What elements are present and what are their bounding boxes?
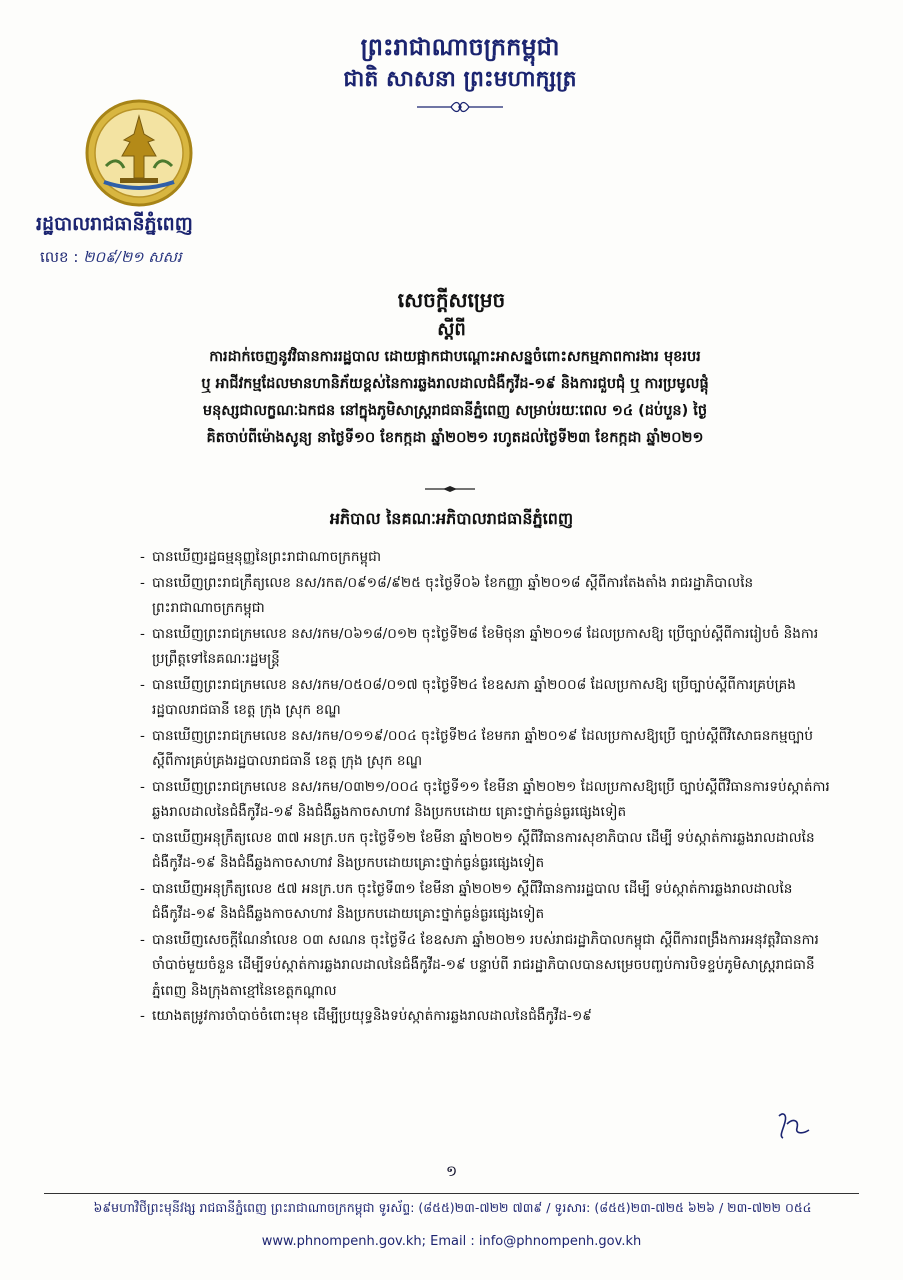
list-item: - បានឃើញអនុក្រឹត្យលេខ ៣៧ អនក្រ.បក ចុះថ្ងៃទី១២ ខែមីនា ឆ្នាំ២០២១ ស្តីពីវិធានការសុខាភិបាល ដើម្បី ទប់ស្កាត់ការឆ្លងរាលដាលនៃជំងឺកូវីដ-១៩ និងជំងឺឆ្លងកាចសាហាវ និងប្រកបដោយគ្រោះថ្នាក់ធ្ងន់ធ្ងរផ្សេងទៀត	[140, 829, 815, 871]
subject-line: គិតចាប់ពីម៉ោងសូន្យ នាថ្ងៃទី១០ ខែកក្កដា ឆ្នាំ២០២១ រហូតដល់ថ្ងៃទី២៣ ខែកក្កដា ឆ្នាំ២០២១	[206, 430, 704, 446]
reference-number	[40, 248, 182, 270]
list-item: - បានឃើញព្រះរាជក្រមលេខ នស/រកម/០១១៩/០០៤ ចុះថ្ងៃទី២៤ ខែមករា ឆ្នាំ២០១៩ ដែលប្រកាសឱ្យប្រើ ច្បាប់ស្តីពីវិសោធនកម្មច្បាប់ស្តីពីការគ្រប់គ្រងរដ្ឋបាលរាជធានី ខេត្ត ក្រុង ស្រុក ខណ្ឌ	[140, 727, 814, 769]
section-divider	[425, 486, 475, 492]
footer-contact: www.phnompenh.gov.kh; Email : info@phnompenh.gov.kh	[261, 1234, 642, 1249]
list-item: - បានឃើញសេចក្តីណែនាំលេខ ០៣ សណន ចុះថ្ងៃទី៤ ខែឧសភា ឆ្នាំ២០២១ របស់រាជរដ្ឋាភិបាលកម្ពុជា ស្តីពីការពង្រឹងការអនុវត្តវិធានការចាំបាច់មួយចំនួន ដើម្បីទប់ស្កាត់ការឆ្លងរាលដាលនៃជំងឺកូវីដ-១៩ បន្ទាប់ពី រាជរដ្ឋាភិបាលបានសម្រេចបញ្ចប់ការបិទខ្ទប់ភូមិសាស្ត្ររាជធានីភ្នំពេញ និងក្រុងតាខ្មៅនៃខេត្តកណ្តាល	[140, 931, 819, 999]
subject-line: ឬ អាជីវកម្មដែលមានហានិភ័យខ្ពស់នៃការឆ្លងរាលដាលជំងឺកូវីដ-១៩ និងការជួបជុំ ឬ ការប្រមូលផ្តុំ	[201, 376, 709, 392]
page-number: ១	[445, 1162, 458, 1180]
ministry-name: រដ្ឋបាលរាជធានីភ្នំពេញ	[36, 213, 193, 235]
subject-line: មនុស្សជាលក្ខណៈឯកជន នៅក្នុងភូមិសាស្ត្ររាជធានីភ្នំពេញ សម្រាប់រយៈពេល ១៤ (ដប់បួន) ថ្ងៃ	[202, 403, 708, 419]
list-item: - បានឃើញព្រះរាជក្រមលេខ នស/រកម/០៥០៨/០១៧ ចុះថ្ងៃទី២៤ ខែឧសភា ឆ្នាំ២០០៨ ដែលប្រកាសឱ្យ ប្រើច្បាប់ស្តីពីការគ្រប់គ្រងរដ្ឋបាលរាជធានី ខេត្ត ក្រុង ស្រុក ខណ្ឌ	[140, 676, 796, 718]
kingdom-motto	[300, 30, 620, 118]
list-item: - បានឃើញព្រះរាជក្រឹត្យលេខ នស/រកត/០៩១៨/៩២៥ ចុះថ្ងៃទី០៦ ខែកញ្ញា ឆ្នាំ២០១៨ ស្តីពីការតែងតាំង រាជរដ្ឋាភិបាលនៃព្រះរាជាណាចក្រកម្ពុជា	[140, 574, 754, 616]
reference-value: ២០៩/២១ សសរ	[83, 248, 182, 266]
considerations-list	[140, 545, 830, 1030]
decision-subject	[75, 344, 835, 452]
authority-heading: អភិបាល នៃគណៈអភិបាលរាជធានីភ្នំពេញ	[329, 509, 574, 528]
list-item: - បានឃើញអនុក្រឹត្យលេខ ៥៧ អនក្រ.បក ចុះថ្ងៃទី៣១ ខែមីនា ឆ្នាំ២០២១ ស្តីពីវិធានការរដ្ឋបាល ដើម្បី ទប់ស្កាត់ការឆ្លងរាលដាលនៃជំងឺកូវីដ-១៩ និងជំងឺឆ្លងកាចសាហាវ និងប្រកបដោយគ្រោះថ្នាក់ធ្ងន់ធ្ងរផ្សេងទៀត	[140, 880, 793, 922]
kingdom-name: ព្រះរាជាណាចក្រកម្ពុជា	[360, 33, 560, 61]
list-item: - បានឃើញព្រះរាជក្រមលេខ នស/រកម/០៦១៨/០១២ ចុះថ្ងៃទី២៨ ខែមិថុនា ឆ្នាំ២០១៨ ដែលប្រកាសឱ្យ ប្រើច្បាប់ស្តីពីការរៀបចំ និងការប្រព្រឹត្តទៅនៃគណៈរដ្ឋមន្ត្រី	[140, 625, 819, 667]
flourish-ornament-icon	[415, 100, 505, 114]
national-motto: ជាតិ សាសនា ព្រះមហាក្សត្រ	[343, 67, 577, 92]
footer-address: ៦៩មហាវិថីព្រះមុនីវង្ស រាជធានីភ្នំពេញ ព្រះរាជាណាចក្រកម្ពុជា ទូរស័ព្ទ: (៨៥៥)២៣-៧២២ ៧៣៩ / ទូរសារ: (៨៥៥)២៣-៧២៥ ៦២៦ / ២៣-៧២២ ០៥៤	[93, 1200, 812, 1215]
decision-title: សេចក្តីសម្រេច	[397, 288, 506, 312]
subject-line: ការដាក់ចេញនូវវិធានការរដ្ឋបាល ដោយផ្អាកជាបណ្តោះអាសន្នចំពោះសកម្មភាពការងារ មុខរបរ	[209, 349, 701, 365]
handwritten-initials-icon	[775, 1110, 811, 1142]
about-label: ស្តីពី	[437, 319, 466, 340]
list-item: - បានឃើញរដ្ឋធម្មនុញ្ញនៃព្រះរាជាណាចក្រកម្ពុជា	[140, 549, 382, 565]
list-item: - យោងតម្រូវការចាំបាច់ចំពោះមុខ ដើម្បីប្រយុទ្ធនិងទប់ស្កាត់ការឆ្លងរាលដាលនៃជំងឺកូវីដ-១៩	[140, 1008, 592, 1024]
reference-label: លេខ :	[40, 248, 79, 266]
phnom-penh-emblem-icon	[84, 98, 194, 208]
footer-divider	[44, 1193, 859, 1194]
list-item: - បានឃើញព្រះរាជក្រមលេខ នស/រកម/០៣២១/០០៤ ចុះថ្ងៃទី១១ ខែមីនា ឆ្នាំ២០២១ ដែលប្រកាសឱ្យប្រើ ច្បាប់ស្តីពីវិធានការទប់ស្កាត់ការឆ្លងរាលដាលនៃជំងឺកូវីដ-១៩ និងជំងឺឆ្លងកាចសាហាវ និងប្រកបដោយ គ្រោះថ្នាក់ធ្ងន់ធ្ងរផ្សេងទៀត	[140, 778, 830, 820]
